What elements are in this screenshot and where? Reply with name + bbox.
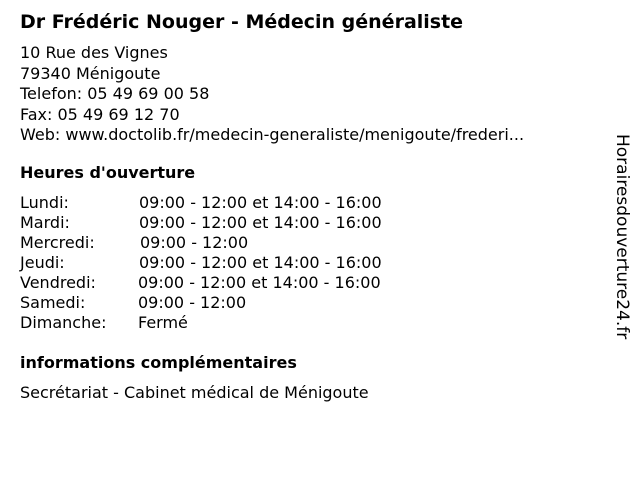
- fax-number: Fax: 05 49 69 12 70: [20, 104, 180, 124]
- day-label: Jeudi:: [20, 253, 65, 272]
- additional-info-text: Secrétariat - Cabinet médical de Ménigoute: [20, 383, 369, 402]
- hours-value: 09:00 - 12:00 et 14:00 - 16:00: [138, 273, 381, 292]
- phone-number: Telefon: 05 49 69 00 58: [20, 84, 210, 103]
- hours-value: 09:00 - 12:00: [140, 233, 249, 252]
- hours-value: 09:00 - 12:00 et 14:00 - 16:00: [139, 253, 382, 272]
- day-label: Vendredi:: [20, 273, 96, 292]
- website-link: Web: www.doctolib.fr/medecin-generaliste/menigoute/frederi...: [20, 125, 525, 144]
- day-label: Samedi:: [20, 293, 86, 312]
- day-label: Mardi:: [20, 213, 70, 232]
- address-city: 79340 Ménigoute: [20, 63, 161, 83]
- contact-block: [20, 43, 524, 146]
- opening-hours-heading: Heures d'ouverture: [20, 163, 196, 182]
- day-label: Mercredi:: [20, 233, 95, 252]
- page-title: Dr Frédéric Nouger - Médecin généraliste: [20, 11, 464, 33]
- hours-value: Fermé: [138, 313, 188, 332]
- hours-value: 09:00 - 12:00 et 14:00 - 16:00: [139, 213, 382, 232]
- hours-value: 09:00 - 12:00 et 14:00 - 16:00: [139, 193, 382, 212]
- hours-value: 09:00 - 12:00: [138, 293, 247, 312]
- day-label: Lundi:: [20, 193, 69, 212]
- site-watermark: Horairesdouverture24.fr: [612, 134, 632, 340]
- address-street: 10 Rue des Vignes: [20, 43, 168, 62]
- day-label: Dimanche:: [20, 313, 107, 332]
- additional-info-heading: informations complémentaires: [20, 353, 297, 372]
